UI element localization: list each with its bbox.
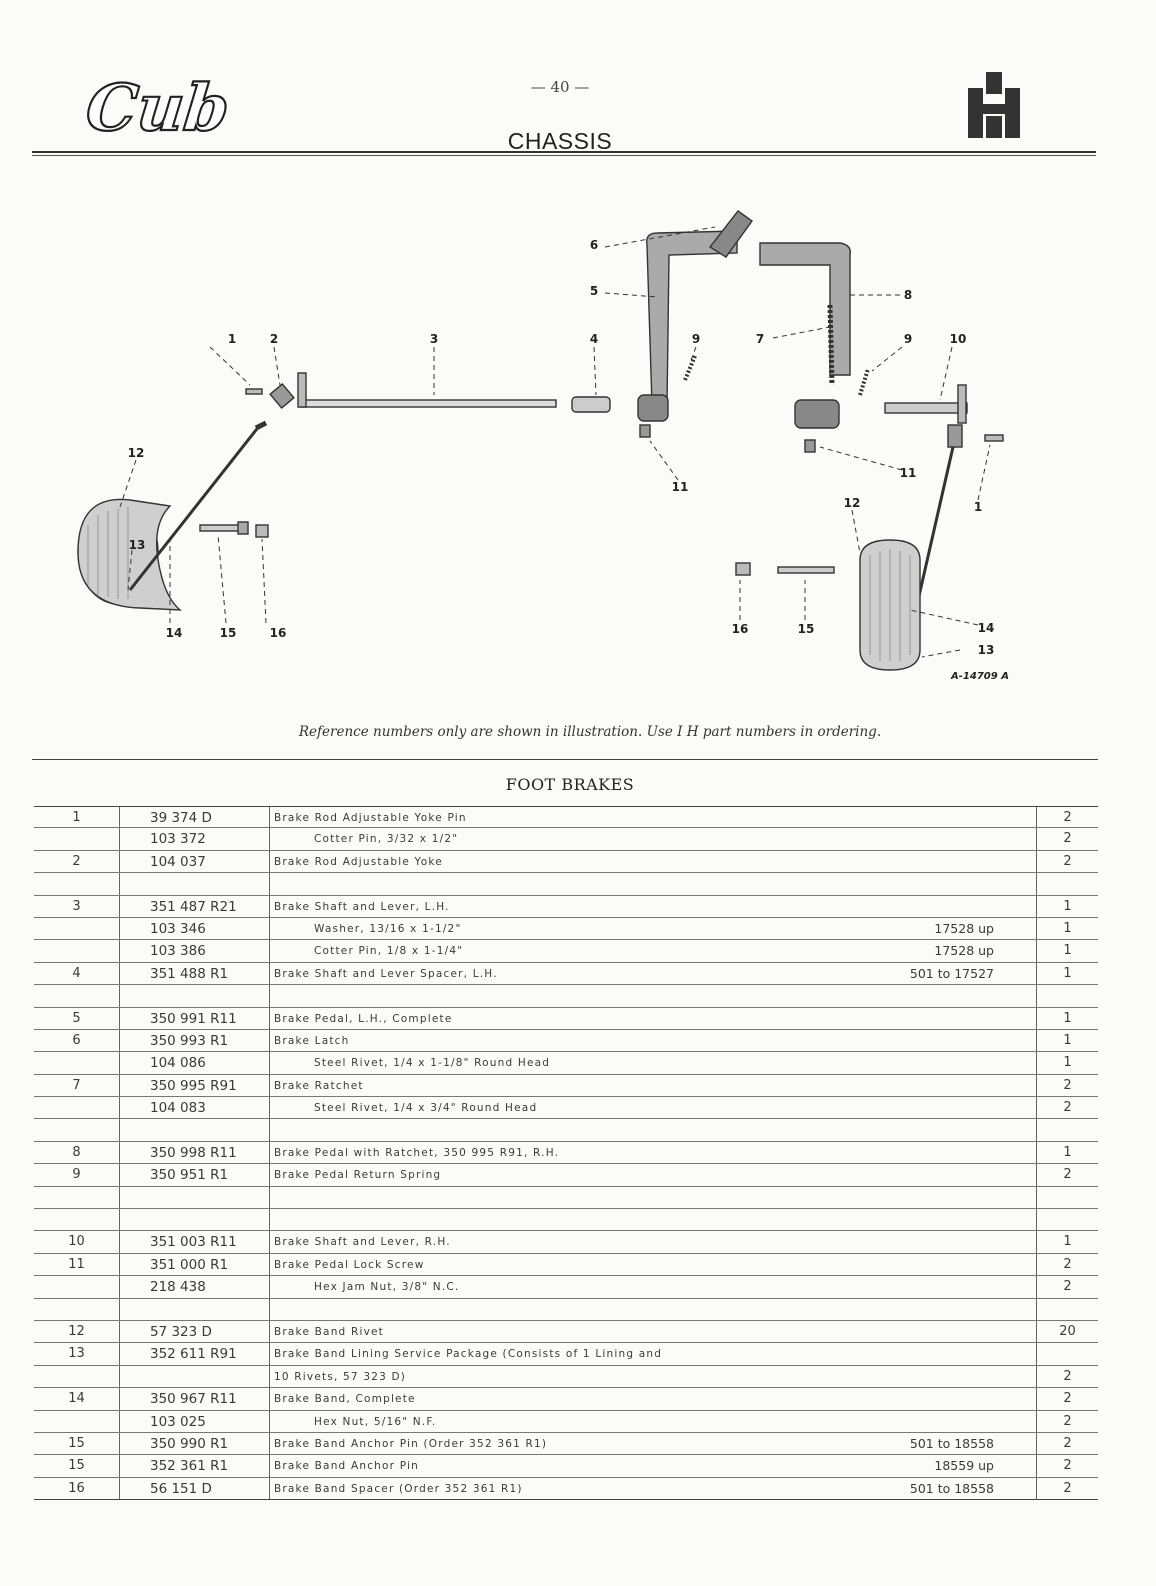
- part-number: 56 151 D: [120, 1478, 270, 1499]
- table-row: [34, 828, 1098, 850]
- part-description: Brake Band Rivet: [274, 1325, 384, 1338]
- quantity: 1: [1036, 1052, 1098, 1073]
- serial-range: [844, 1209, 994, 1230]
- part-description: Cotter Pin, 3/32 x 1/2": [314, 833, 459, 846]
- callout-11: 11: [671, 480, 689, 494]
- ref-number: [34, 873, 120, 894]
- right-brake-band: [860, 540, 920, 670]
- table-row: [34, 1052, 1098, 1074]
- part-number: 104 083: [120, 1097, 270, 1118]
- table-row: [34, 806, 1098, 828]
- ih-logo: [966, 70, 1022, 138]
- table-row: [34, 1075, 1098, 1097]
- quantity: [1036, 1343, 1098, 1364]
- callout-1b: 1: [973, 500, 983, 514]
- part-description: Brake Pedal with Ratchet, 350 995 R91, R.H.: [274, 1146, 560, 1159]
- quantity: 2: [1036, 1478, 1098, 1499]
- callout-1: 1: [227, 332, 237, 346]
- quantity: 1: [1036, 940, 1098, 961]
- part-number: 218 438: [120, 1276, 270, 1297]
- quantity: [1036, 985, 1098, 1006]
- callout-9: 9: [691, 332, 701, 346]
- table-row: [34, 1411, 1098, 1433]
- part-number: 39 374 D: [120, 807, 270, 827]
- part-number: 351 003 R11: [120, 1231, 270, 1252]
- part-description: Hex Jam Nut, 3/8" N.C.: [314, 1281, 460, 1294]
- part-number: [120, 873, 270, 894]
- quantity: 2: [1036, 828, 1098, 849]
- serial-range: [844, 1075, 994, 1096]
- part-description: Brake Rod Adjustable Yoke Pin: [274, 812, 467, 824]
- callout-12b: 12: [843, 496, 861, 510]
- serial-range: [844, 1231, 994, 1252]
- part-number: 103 372: [120, 828, 270, 849]
- quantity: 2: [1036, 1455, 1098, 1476]
- table-row: [34, 1097, 1098, 1119]
- part-number: 103 346: [120, 918, 270, 939]
- quantity: 1: [1036, 1142, 1098, 1163]
- ref-number: [34, 1299, 120, 1320]
- ref-number: [34, 1276, 120, 1297]
- part-number: [120, 1299, 270, 1320]
- quantity: 1: [1036, 896, 1098, 917]
- callout-3: 3: [429, 332, 439, 346]
- serial-range: [844, 807, 994, 827]
- part-number: 350 991 R11: [120, 1008, 270, 1029]
- part-description: Brake Band, Complete: [274, 1393, 416, 1406]
- serial-range: [844, 896, 994, 917]
- quantity: 2: [1036, 1388, 1098, 1409]
- table-title: FOOT BRAKES: [505, 775, 635, 794]
- quantity: [1036, 1119, 1098, 1140]
- table-row: [34, 1433, 1098, 1455]
- ref-number: 14: [34, 1388, 120, 1409]
- table-row: [34, 1119, 1098, 1141]
- cub-logo: [82, 58, 233, 146]
- table-row: [34, 896, 1098, 918]
- part-description: Washer, 13/16 x 1-1/2": [314, 922, 462, 935]
- quantity: [1036, 1299, 1098, 1320]
- part-number: 351 000 R1: [120, 1254, 270, 1275]
- quantity: 1: [1036, 963, 1098, 984]
- callout-15: 15: [219, 626, 237, 640]
- callout-14: 14: [165, 626, 183, 640]
- quantity: 2: [1036, 1276, 1098, 1297]
- part-description: Brake Band Anchor Pin: [274, 1460, 419, 1473]
- table-row: [34, 1455, 1098, 1477]
- table-row: [34, 1142, 1098, 1164]
- part-number: [120, 1209, 270, 1230]
- brake-assembly-illustration: [60, 195, 1040, 695]
- serial-range: [844, 1321, 994, 1342]
- ref-number: 10: [34, 1231, 120, 1252]
- illustration-caption: Reference numbers only are shown in illustration. Use I H part numbers in ordering.: [298, 724, 882, 740]
- quantity: 1: [1036, 1030, 1098, 1051]
- quantity: 2: [1036, 851, 1098, 872]
- callout-5: 5: [589, 284, 599, 298]
- serial-range: [844, 1097, 994, 1118]
- table-row: [34, 1254, 1098, 1276]
- serial-range: [844, 1008, 994, 1029]
- quantity: [1036, 873, 1098, 894]
- callout-13b: 13: [977, 643, 995, 657]
- part-description: 10 Rivets, 57 323 D): [274, 1370, 407, 1383]
- serial-range: 501 to 18558: [909, 1435, 994, 1451]
- part-number: 351 488 R1: [120, 963, 270, 984]
- serial-range: 17528 up: [934, 943, 994, 959]
- part-number: 350 951 R1: [120, 1164, 270, 1185]
- left-brake-band: [78, 499, 180, 610]
- part-number: 104 037: [120, 851, 270, 872]
- table-row: [34, 1231, 1098, 1253]
- ref-number: 6: [34, 1030, 120, 1051]
- part-number: 350 995 R91: [120, 1075, 270, 1096]
- part-number: 350 993 R1: [120, 1030, 270, 1051]
- part-description: Steel Rivet, 1/4 x 1-1/8" Round Head: [314, 1057, 551, 1070]
- ref-number: 4: [34, 963, 120, 984]
- callout-13: 13: [128, 538, 146, 552]
- table-row: [34, 985, 1098, 1007]
- part-number: [120, 1187, 270, 1208]
- quantity: 2: [1036, 1254, 1098, 1275]
- serial-range: [844, 1343, 994, 1364]
- serial-range: [844, 851, 994, 872]
- part-description: Brake Band Anchor Pin (Order 352 361 R1): [274, 1437, 548, 1450]
- part-description: Brake Pedal, L.H., Complete: [274, 1012, 453, 1025]
- callout-8: 8: [903, 288, 913, 302]
- callout-10: 10: [949, 332, 967, 346]
- quantity: 1: [1036, 918, 1098, 939]
- table-row: [34, 963, 1098, 985]
- ref-number: [34, 1187, 120, 1208]
- callout-12: 12: [127, 446, 145, 460]
- callout-16b: 16: [731, 622, 749, 636]
- quantity: 1: [1036, 1231, 1098, 1252]
- callout-4: 4: [589, 332, 599, 346]
- serial-range: [844, 1052, 994, 1073]
- quantity: [1036, 1187, 1098, 1208]
- ref-number: [34, 1052, 120, 1073]
- table-row: [34, 1187, 1098, 1209]
- callout-9b: 9: [903, 332, 913, 346]
- part-description: Brake Shaft and Lever, L.H.: [274, 900, 450, 913]
- part-description: Brake Latch: [274, 1034, 350, 1047]
- ref-number: 15: [34, 1455, 120, 1476]
- part-number: 350 990 R1: [120, 1433, 270, 1454]
- table-row: [34, 1030, 1098, 1052]
- ref-number: [34, 1366, 120, 1387]
- ref-number: 12: [34, 1321, 120, 1342]
- part-number: [120, 985, 270, 1006]
- serial-range: 501 to 18558: [909, 1480, 994, 1496]
- ref-number: [34, 918, 120, 939]
- part-number: [120, 1119, 270, 1140]
- serial-range: [844, 873, 994, 894]
- serial-range: [844, 1164, 994, 1185]
- quantity: 2: [1036, 1366, 1098, 1387]
- table-row: [34, 1164, 1098, 1186]
- ref-number: 11: [34, 1254, 120, 1275]
- part-description: Hex Nut, 5/16" N.F.: [314, 1415, 437, 1428]
- part-number: 103 386: [120, 940, 270, 961]
- table-row: [34, 851, 1098, 873]
- table-row: [34, 1209, 1098, 1231]
- page-number: — 40 —: [530, 78, 590, 96]
- part-number: 350 967 R11: [120, 1388, 270, 1409]
- quantity: 1: [1036, 1008, 1098, 1029]
- ref-number: [34, 1119, 120, 1140]
- serial-range: [844, 1411, 994, 1432]
- serial-range: [844, 1276, 994, 1297]
- quantity: [1036, 1209, 1098, 1230]
- quantity: 2: [1036, 1075, 1098, 1096]
- part-description: Brake Band Lining Service Package (Consists of 1 Lining and: [274, 1348, 663, 1361]
- callout-16: 16: [269, 626, 287, 640]
- part-description: Brake Pedal Lock Screw: [274, 1258, 425, 1271]
- part-number: 351 487 R21: [120, 896, 270, 917]
- svg-text:Cub: Cub: [82, 71, 233, 146]
- ref-number: 7: [34, 1075, 120, 1096]
- part-description: Steel Rivet, 1/4 x 3/4" Round Head: [314, 1102, 538, 1115]
- table-row: [34, 940, 1098, 962]
- part-description: Brake Pedal Return Spring: [274, 1169, 442, 1182]
- serial-range: [844, 1030, 994, 1051]
- header-rule: [32, 151, 1096, 156]
- serial-range: 17528 up: [934, 920, 994, 936]
- part-description: Brake Ratchet: [274, 1079, 364, 1092]
- ref-number: 5: [34, 1008, 120, 1029]
- quantity: 2: [1036, 807, 1098, 827]
- serial-range: [844, 1299, 994, 1320]
- quantity: 20: [1036, 1321, 1098, 1342]
- figure-id: A-14709 A: [951, 671, 1009, 682]
- part-number: 350 998 R11: [120, 1142, 270, 1163]
- part-description: Brake Band Spacer (Order 352 361 R1): [274, 1482, 523, 1495]
- ref-number: [34, 828, 120, 849]
- quantity: 2: [1036, 1097, 1098, 1118]
- serial-range: [844, 1119, 994, 1140]
- section-title: CHASSIS: [507, 128, 613, 154]
- part-number: 352 361 R1: [120, 1455, 270, 1476]
- part-number: 103 025: [120, 1411, 270, 1432]
- ref-number: 2: [34, 851, 120, 872]
- part-number: 104 086: [120, 1052, 270, 1073]
- part-description: Cotter Pin, 1/8 x 1-1/4": [314, 945, 464, 958]
- serial-range: [844, 828, 994, 849]
- table-row: [34, 1388, 1098, 1410]
- part-number: 352 611 R91: [120, 1343, 270, 1364]
- quantity: 2: [1036, 1164, 1098, 1185]
- serial-range: [844, 1187, 994, 1208]
- serial-range: [844, 1254, 994, 1275]
- table-row: [34, 873, 1098, 895]
- ref-number: 13: [34, 1343, 120, 1364]
- callout-7: 7: [755, 332, 765, 346]
- callout-11b: 11: [899, 466, 917, 480]
- table-row: [34, 1366, 1098, 1388]
- serial-range: 18559 up: [934, 1458, 994, 1474]
- serial-range: [844, 1142, 994, 1163]
- ref-number: [34, 940, 120, 961]
- ref-number: [34, 1097, 120, 1118]
- table-row: [34, 1276, 1098, 1298]
- table-row: [34, 1321, 1098, 1343]
- table-row: [34, 918, 1098, 940]
- part-number: 57 323 D: [120, 1321, 270, 1342]
- ref-number: 15: [34, 1433, 120, 1454]
- table-row: [34, 1478, 1098, 1500]
- ref-number: 16: [34, 1478, 120, 1499]
- ref-number: [34, 1209, 120, 1230]
- table-row: [34, 1008, 1098, 1030]
- ref-number: [34, 985, 120, 1006]
- serial-range: [844, 1388, 994, 1409]
- callout-15b: 15: [797, 622, 815, 636]
- quantity: 2: [1036, 1411, 1098, 1432]
- quantity: 2: [1036, 1433, 1098, 1454]
- ref-number: 3: [34, 896, 120, 917]
- ref-number: 1: [34, 807, 120, 827]
- part-number: [120, 1366, 270, 1387]
- callout-14b: 14: [977, 621, 995, 635]
- parts-table: [34, 806, 1098, 1500]
- part-description: Brake Shaft and Lever Spacer, L.H.: [274, 967, 498, 980]
- serial-range: [844, 985, 994, 1006]
- table-row: [34, 1343, 1098, 1365]
- serial-range: [844, 1366, 994, 1387]
- part-description: Brake Shaft and Lever, R.H.: [274, 1236, 451, 1249]
- serial-range: 501 to 17527: [909, 965, 994, 981]
- callout-2: 2: [269, 332, 279, 346]
- ref-number: [34, 1411, 120, 1432]
- table-row: [34, 1299, 1098, 1321]
- part-description: Brake Rod Adjustable Yoke: [274, 855, 443, 868]
- ref-number: 8: [34, 1142, 120, 1163]
- callout-6: 6: [589, 238, 599, 252]
- ref-number: 9: [34, 1164, 120, 1185]
- caption-rule: [32, 759, 1098, 760]
